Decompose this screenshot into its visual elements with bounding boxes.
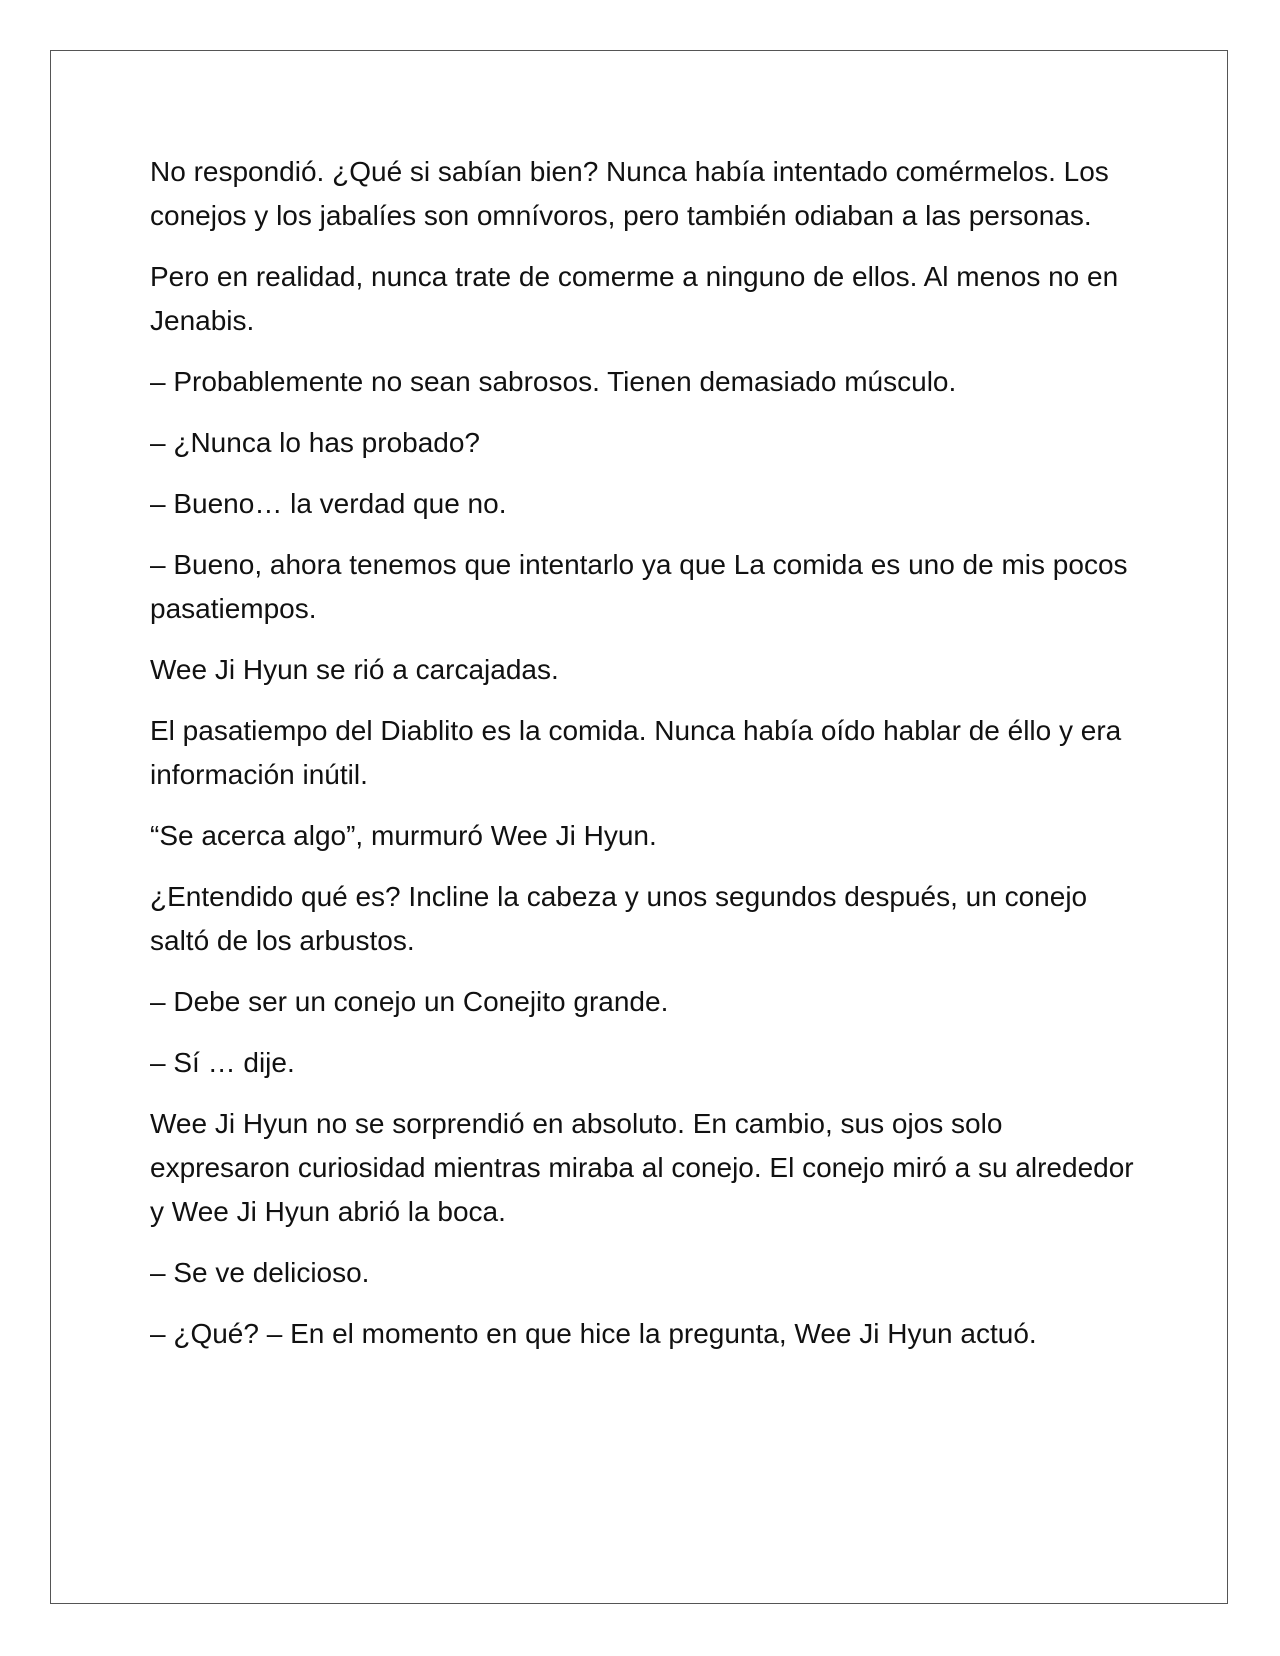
paragraph: – Probablemente no sean sabrosos. Tienen demasiado músculo. bbox=[150, 366, 957, 397]
paragraph: “Se acerca algo”, murmuró Wee Ji Hyun. bbox=[150, 820, 657, 851]
paragraph: No respondió. ¿Qué si sabían bien? Nunca había intentado comérmelos. Los conejos y los jabalíes son omnívoros, pero también odiaban a las personas. bbox=[150, 156, 1109, 231]
paragraph: – Se ve delicioso. bbox=[150, 1257, 370, 1288]
paragraph: – Debe ser un conejo un Conejito grande. bbox=[150, 986, 669, 1017]
paragraph: ¿Entendido qué es? Incline la cabeza y unos segundos después, un conejo saltó de los arbustos. bbox=[150, 881, 1088, 956]
paragraph: – ¿Qué? – En el momento en que hice la pregunta, Wee Ji Hyun actuó. bbox=[150, 1318, 1037, 1349]
paragraph: Wee Ji Hyun no se sorprendió en absoluto. En cambio, sus ojos solo expresaron curiosidad mientras miraba al conejo. El conejo miró a su alrededor y Wee Ji Hyun abrió la boca. bbox=[150, 1108, 1134, 1227]
paragraph: Pero en realidad, nunca trate de comerme a ninguno de ellos. Al menos no en Jenabis. bbox=[150, 261, 1119, 336]
paragraph: – Bueno, ahora tenemos que intentarlo ya que La comida es uno de mis pocos pasatiempos. bbox=[150, 549, 1128, 624]
document-body bbox=[150, 150, 1150, 1373]
paragraph: – Sí … dije. bbox=[150, 1047, 295, 1078]
paragraph: – Bueno… la verdad que no. bbox=[150, 488, 507, 519]
paragraph: – ¿Nunca lo has probado? bbox=[150, 427, 480, 458]
paragraph: Wee Ji Hyun se rió a carcajadas. bbox=[150, 654, 559, 685]
paragraph: El pasatiempo del Diablito es la comida. Nunca había oído hablar de éllo y era información inútil. bbox=[150, 715, 1122, 790]
